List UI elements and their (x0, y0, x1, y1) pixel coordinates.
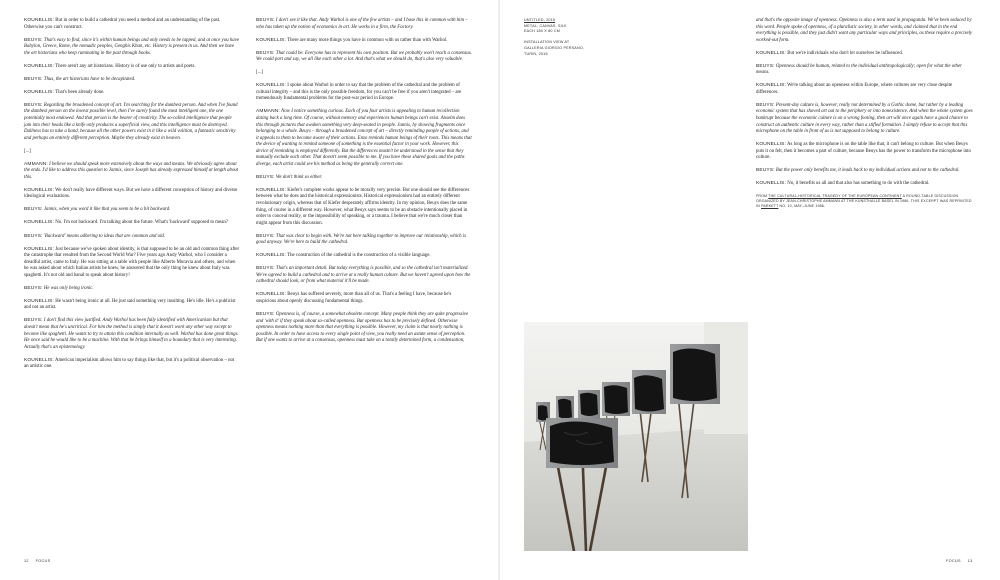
caption-dimensions: EACH 180 X 80 CM (524, 29, 560, 34)
speaker-name: KOUNELLIS: (256, 83, 287, 89)
interview-paragraph (24, 358, 240, 371)
interview-paragraph (756, 51, 975, 58)
speaker-name: KOUNELLIS: (756, 181, 787, 187)
source-note (756, 194, 975, 209)
paragraph-text: But we're individuals who don't let ourselves be influenced. (787, 50, 903, 56)
speaker-name: BEUYS: (756, 63, 775, 69)
near-canvas (546, 418, 618, 468)
interview-paragraph (24, 247, 240, 280)
paragraph-text: That's an important detail. But today everything is possible, and so the cathedral isn't materialized. We've agreed to build a cathedral and to arrive at a really human culture. But we haven't agreed upon how the cathedral should look, or from what material it'll be made. (256, 266, 471, 285)
speaker-name: BEUYS: (24, 37, 43, 43)
interview-paragraph (24, 64, 240, 71)
interview-paragraph (24, 188, 240, 201)
interview-paragraph (256, 188, 472, 227)
speaker-name: BEUYS: (756, 168, 775, 174)
speaker-name: BEUYS: (256, 266, 275, 272)
right-page-number: 13 (967, 559, 973, 563)
interview-paragraph (756, 181, 975, 188)
installation-photo-drawing (524, 322, 748, 551)
column-4-paragraphs (756, 18, 975, 188)
interview-paragraph (256, 51, 472, 64)
interview-paragraph (256, 266, 472, 286)
interview-paragraph (24, 234, 240, 241)
caption-materials: METAL, CANVAS, SILK (524, 23, 567, 28)
speaker-name: KOUNELLIS: (24, 187, 55, 193)
interview-paragraph (756, 142, 975, 162)
paragraph-text: As long as the microphone is on the table like that, it can't belong to culture. But when Beuys puts it on felt, then it becomes a part of culture, because Beuys has the power to transform the microphone into culture. (756, 142, 971, 161)
paragraph-text: [...] (256, 70, 263, 76)
speaker-name: BEUYS: (256, 18, 275, 23)
interview-paragraph (24, 38, 240, 58)
interview-paragraph (756, 168, 975, 175)
paragraph-text: Just because we've spoken about identity, is that supposed to be an old and common thing after the catastrophe that resulted from the Second World War? Five years ago Andy Warhol, who I consider a dreadful artist, came to Italy. He was sitting at a table with people like Alberto Moravia and others, and when he was asked about which Italian artists he knew, he answered that the only thing he knew about Italy was spaghetti. It's not old and banal to speak about history! (24, 246, 240, 278)
source-prefix: FROM (756, 194, 768, 199)
paragraph-text: That could be. Everyone has to represent his own position. But we probably won't reach a consensus. We could part and say, we all like each other a lot. And that's what we should do, that's also very valuable. (256, 50, 472, 63)
speaker-name: BEUYS: (256, 174, 275, 180)
installation-photo (524, 322, 748, 551)
interview-paragraph (24, 318, 240, 351)
caption-gallery: GALLERIA GIORGIO PERSANO, (524, 45, 585, 50)
paragraph-text: We don't really have different ways. But we have a different conception of history and diverse ideological evaluations. (24, 187, 238, 200)
paragraph-text: There aren't any art historians. History is of use only to artists and poets. (55, 63, 196, 69)
speaker-name: KOUNELLIS: (756, 83, 787, 89)
speaker-name: KOUNELLIS: (756, 50, 787, 56)
interview-paragraph (756, 83, 975, 96)
paragraph-text: He wasn't being ironic at all. He just said something very insulting. He's idle. He's a publicist and not an artist. (24, 298, 236, 311)
paragraph-text: No, it benefits us all and that also has something to do with the cathedral. (787, 181, 930, 187)
interview-paragraph (256, 253, 472, 260)
paragraph-text: I don't find this view justified. Andy Warhol has been fully identified with Americanism but that doesn't mean that he's uncritical. For him the method is simply that it doesn't work any other way except to become like spaghetti. He wants to try to attain this condition internally as well. Warhol has done great things. He once said he would like to be a machine. With that he brings himself to a boundary that is very interesting. Actually that's an epistemology. (24, 318, 239, 350)
interview-column-4 (756, 18, 975, 209)
speaker-name: BEUYS: (756, 102, 775, 108)
paragraph-text: 'Backward' means adhering to ideas that are common and old. (43, 233, 166, 239)
speaker-name: AMMANN: (256, 109, 280, 115)
speaker-name: BEUYS: (24, 233, 43, 239)
paragraph-text: He was only being ironic. (43, 285, 94, 291)
left-folio (24, 559, 50, 563)
speaker-name: KOUNELLIS: (24, 63, 55, 69)
paragraph-text: Present-day culture is, however, really not determined by a Gothic dome, but rather by a leading economic system that has shoved art out to the periphery or into nonexistence. And when the whole system goes bankrupt because the economic culture is on a wrong footing, then art will once again have a good chance to construct an authentic culture in every way, rather than a stifled formation. I simply refuse to accept that this microphone on the table in front of us is not supposed to belong to culture. (756, 102, 973, 135)
paragraph-text: There are many more things you have in common with us rather than with Warhol. (287, 37, 448, 43)
interview-paragraph (256, 83, 472, 103)
interview-paragraph (24, 77, 240, 84)
speaker-name: KOUNELLIS: (256, 187, 287, 193)
paragraph-text: We're talking about an openness within Europe, where cultures are very close despite differences. (756, 83, 953, 95)
interview-paragraph (756, 103, 975, 136)
paragraph-text: [...] (24, 148, 31, 154)
right-section-label: FOCUS (946, 559, 961, 563)
speaker-name: BEUYS: (24, 285, 43, 291)
speaker-name: BEUYS: (256, 233, 275, 239)
caption-title: UNTITLED, 2016 (524, 18, 556, 22)
speaker-name: KOUNELLIS: (256, 253, 287, 259)
paragraph-text: The construction of the cathedral is the construction of a visible language. (287, 253, 431, 259)
paragraph-text: Beuys has suffered severely, more than all of us. That's a feeling I have, because he's suspicious about openly discussing fundamental things. (256, 292, 452, 304)
paragraph-text: Now I notice something curious. Each of you four artists is appealing to human recollection dating back a long time. Of course, without memory and experiences human beings can't exist. Anselm does this through pictures that awaken something very deep-seated in people. Jannis, by showing fragments once belonging to a whole. Beuys – through a broadened concept of art – directly reminding people of actions, and it appeals to them to become aware of their actions. Enzo reminds human beings of their roots. This means that the device of wanting to remind someone of something is the essential factor in your work. However, this device of reminding is employed differently. But the differences mustn't be understood in the sense that they mutually exclude each other. That doesn't seem possible to me. If you have these shared goals and the paths diverge, each artist could see his method as being the generally correct one. (256, 109, 472, 167)
caption-city: TURIN, 2016 (524, 51, 548, 56)
speaker-name: BEUYS: (24, 76, 43, 82)
paragraph-text: Kiefer's complete works appear to be morally very precise. But one should see the differences between what he does and the historical expressionists. Historical expressionism had an entirely different revolutionary origin, whereas that of Kiefer desperately affirms identity. In my opinion, Beuys does the same thing, of course in a different way. However, what Beuys says seems to be an obstacle intentionally placed in order to conceal reality, or the impossibility of speaking, or a trauma. I believe that we're much closer than might appear from this discussion. (256, 187, 470, 226)
speaker-name: KOUNELLIS: (24, 89, 55, 95)
paragraph-text: I don't see it like that. Andy Warhol is one of the few artists – and I base this in common with him – who has taken up the notion of economics in art. He works in a firm, the Factory. (256, 18, 468, 30)
interview-paragraph (256, 18, 472, 31)
paragraph-text: American imperialism allows him to say things like that, but it's a political observation – not an artistic one. (24, 357, 235, 370)
interview-paragraph (256, 70, 472, 77)
speaker-name: BEUYS: (24, 207, 43, 213)
paragraph-text: That was clear to begin with. We're not here talking together to improve our relationship, which is good anyway. We're here to build the cathedral. (256, 233, 466, 246)
interview-paragraph (24, 103, 240, 142)
paragraph-text: Openness should be human, related to the individual anthropologically; open for what the other means. (756, 63, 962, 76)
paragraph-text: I spoke about Warhol in order to say that the problem of the cathedral and the problem of cultural integrity – and this is the only possible freedom, for you can't be free if you aren't integrated – are tremendously fundamental problems for the post-war period in Europe. (256, 83, 462, 102)
speaker-name: BEUYS: (24, 102, 43, 108)
source-title: THE CULTURAL-HISTORICAL TRAGEDY OF THE EUROPEAN CONTINENT (768, 194, 902, 199)
caption-installation-view: INSTALLATION VIEW AT (524, 40, 570, 45)
speaker-name: KOUNELLIS: (24, 357, 55, 363)
interview-column-1 (24, 18, 240, 377)
interview-paragraph (256, 109, 472, 168)
interview-paragraph (256, 292, 472, 305)
interview-column-2 (256, 18, 472, 351)
paragraph-text: No. I'm not backward. I'm talking about the future. What's 'backward' supposed to mean? (55, 220, 228, 226)
speaker-name: KOUNELLIS: (256, 292, 287, 298)
interview-paragraph (756, 64, 975, 77)
speaker-name: KOUNELLIS: (256, 37, 287, 43)
left-section-label: FOCUS (35, 559, 51, 563)
interview-paragraph (256, 38, 472, 45)
interview-paragraph (24, 286, 240, 293)
interview-paragraph (24, 220, 240, 227)
artwork-caption (524, 18, 620, 57)
interview-paragraph (256, 234, 472, 247)
paragraph-text: Openness is, of course, a somewhat obsolete concept. Many people think they are quite progressive and 'with it' if they speak about so-called openness. But openness has to be precisely defined. Otherwise openness means nothing more than that everything is possible. However, my claim is that nearly nothing is possible. In order to have access to every single point of view, you really need an astute sense of perception. But if one wants to arrive at a consensus, openness must take on a totally determined form, a condensation, (256, 312, 469, 344)
speaker-name: BEUYS: (24, 318, 43, 324)
paragraph-text: and that's the opposite image of openness. Openness is also a term used in propaganda. We've been seduced by this word. People spoke of openness, of a pluralistic society, in other words, and claimed that in the end everything is possible, and they just didn't want any particular ways and principles, as these require a precisely worked-out form. (756, 18, 973, 43)
left-page-number: 12 (24, 559, 29, 563)
paragraph-text: Regarding the broadened concept of art. I'm searching for the dumbest person. And when I've found the dumbest person on the lowest possible level, then I've surely found the most intelligent one, the one potentially most endowed. And that person is the bearer of creativity. The so-called intelligence that people jam into their heads like a knife only produces a superficial view, and this intelligence must be destroyed. Dullness has to take a hand, because all the other powers exist in it like a wild volition, a fantastic sensitivity and perhaps an entirely different perception. Maybe they already exist in heaven. (24, 102, 238, 141)
paragraph-text: That's easy to find, since it's within human beings and only needs to be tapped, and at once you have Babylon, Greece, Rome, the nomadic peoples, Genghis Khan, etc. History is present in us. And then we have the art historians who keep ruminating in the past through books. (24, 37, 240, 56)
interview-paragraph (256, 175, 472, 182)
interview-paragraph (24, 207, 240, 214)
speaker-name: BEUYS: (256, 50, 275, 56)
interview-paragraph (24, 90, 240, 97)
speaker-name: AMMANN: (24, 161, 48, 167)
source-suffix: NO. 10, MAY–JUNE 1986. (779, 204, 826, 209)
interview-paragraph (24, 18, 240, 31)
source-publication: PARKETT (761, 204, 779, 209)
right-folio (946, 559, 972, 563)
interview-paragraph (24, 299, 240, 312)
interview-paragraph (756, 18, 975, 44)
interview-paragraph (256, 312, 472, 345)
paragraph-text: But the power only benefits me, it leads back to my individual actions and not to the cathedral. (775, 168, 960, 174)
speaker-name: KOUNELLIS: (24, 220, 55, 226)
paragraph-text: We don't think so either. (275, 174, 323, 180)
paragraph-text: That's been already done. (55, 89, 105, 95)
speaker-name: BEUYS: (256, 312, 275, 318)
paragraph-text: Thus, the art historians have to be decapitated. (43, 76, 136, 82)
paragraph-text: I believe we should speak more extensively about the ways and means. We obviously agree about the ends. I'd like to address this question to Jannis, since Joseph has already expressed himself at length about this. (24, 161, 239, 180)
paragraph-text: Jannis, when you word it like that you seem to be a bit backward. (43, 207, 171, 213)
speaker-name: KOUNELLIS: (24, 298, 55, 304)
speaker-name: KOUNELLIS: (24, 246, 55, 252)
right-page (500, 0, 1000, 580)
speaker-name: KOUNELLIS: (756, 142, 787, 148)
source-middle: A ROUND-TABLE DISCUSSION ORGANIZED BY JEAN-CHRISTOPHE AMMANN AT THE KUNSTHALLE BASEL IN 1986. THIS EXCERPT WAS REPRINTED IN (756, 194, 972, 209)
interview-paragraph (24, 149, 240, 156)
paragraph-text: But in order to build a cathedral you need a method and an understanding of the past. Otherwise you can't construct. (24, 18, 221, 30)
speaker-name: KOUNELLIS: (24, 18, 55, 23)
interview-paragraph (24, 162, 240, 182)
